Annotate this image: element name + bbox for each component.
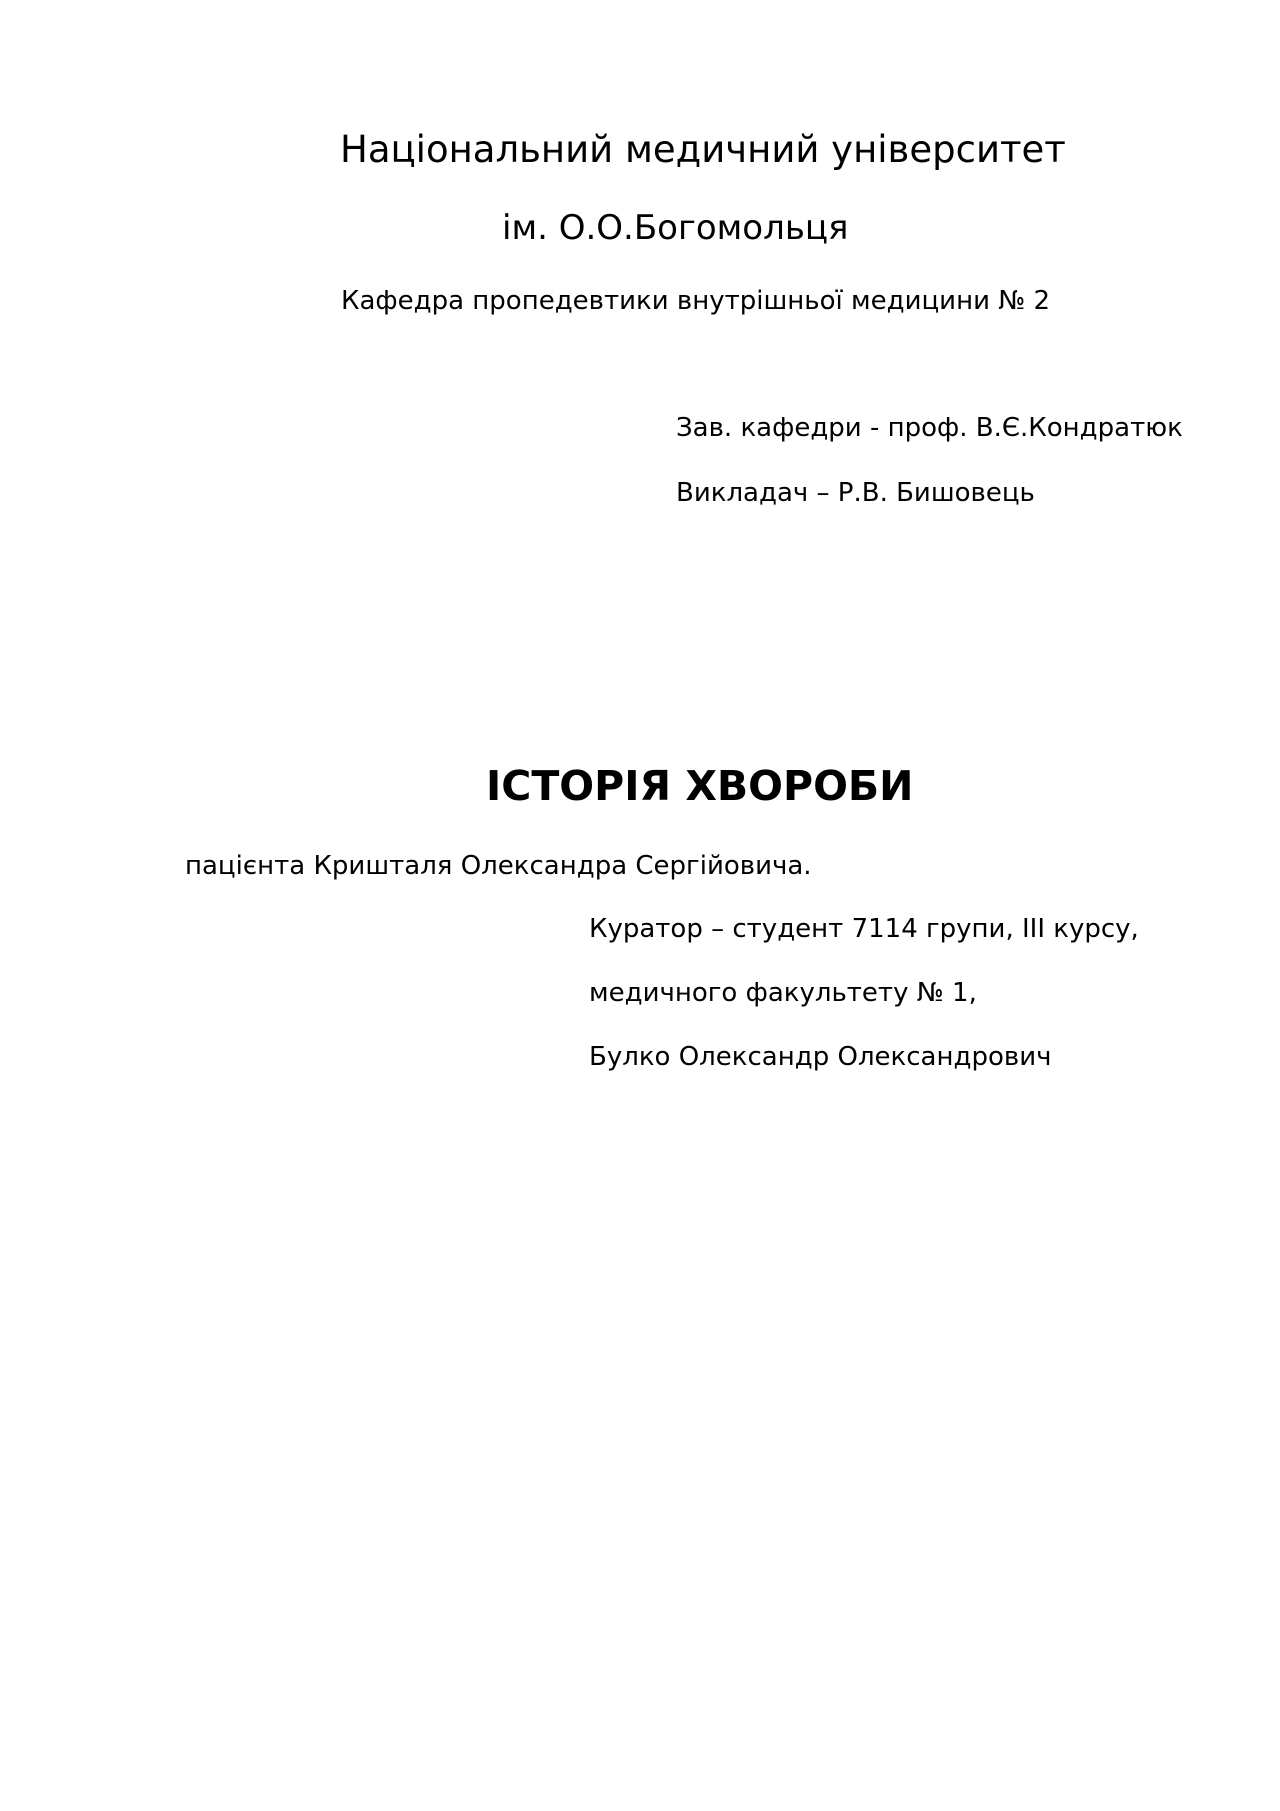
department-name: Кафедра пропедевтики внутрішньої медицини № 2: [341, 286, 1051, 316]
curator-line-3: Булко Олександр Олександрович: [589, 1042, 1052, 1072]
curator-line-2: медичного факультету № 1,: [589, 978, 977, 1008]
curator-line-1: Куратор – студент 7114 групи, ІІІ курсу,: [589, 914, 1139, 944]
university-name: Національний медичний університет: [340, 128, 1066, 171]
university-named-after: ім. О.О.Богомольця: [502, 208, 849, 248]
document-title: ІСТОРІЯ ХВОРОБИ: [486, 762, 914, 810]
teacher-name: Викладач – Р.В. Бишовець: [676, 478, 1035, 508]
department-head: Зав. кафедри - проф. В.Є.Кондратюк: [676, 413, 1183, 443]
patient-name: пацієнта Кришталя Олександра Сергійовича.: [185, 851, 812, 881]
